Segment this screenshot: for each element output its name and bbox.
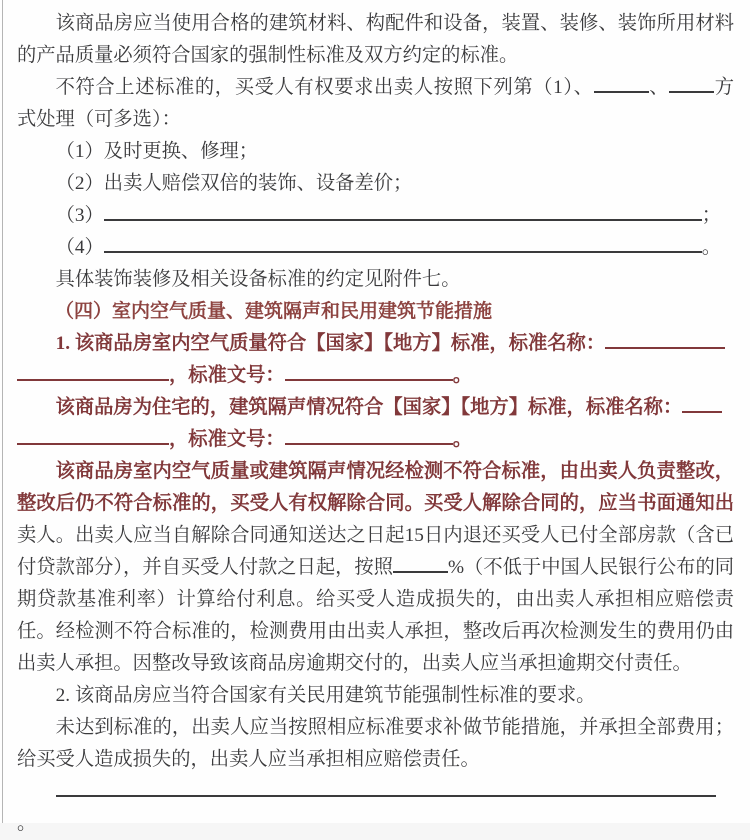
text-segment: 。 bbox=[701, 237, 722, 258]
para-energy-standard bbox=[17, 680, 734, 712]
list-item-4 bbox=[17, 232, 734, 264]
text-segment: 卖人。出卖人应当自解除合同通知送达之日起15日内退还买受人已付全部房款（含已付贷款部分），并自买受人付款之日起，按照 bbox=[17, 525, 734, 578]
text-segment: 。 bbox=[17, 813, 37, 834]
text-segment: 不符合上述标准的，买受人有权要求出卖人按照下列第（1）、 bbox=[55, 77, 594, 98]
text-segment: （3） bbox=[55, 205, 104, 226]
text-segment: （2）出卖人赔偿双倍的装饰、设备差价； bbox=[55, 173, 413, 194]
text-segment: 、 bbox=[648, 77, 670, 98]
para-bottom-blank-line bbox=[17, 776, 734, 840]
blank-underline bbox=[605, 331, 725, 349]
para-material-quality bbox=[17, 8, 734, 72]
text-segment: 该商品房为住宅的，建筑隔声情况符合【国家】【地方】标准，标准名称： bbox=[55, 397, 683, 418]
text-segment: （4） bbox=[55, 237, 104, 258]
text-segment: （四）室内空气质量、建筑隔声和民用建筑节能措施 bbox=[55, 301, 493, 322]
text-segment: 具体装饰装修及相关设备标准的约定见附件七。 bbox=[55, 269, 461, 290]
blank-underline bbox=[285, 363, 453, 381]
blank-underline bbox=[682, 395, 722, 413]
para-remedy-options bbox=[17, 72, 734, 136]
blank-underline bbox=[104, 203, 702, 221]
text-segment: 2. 该商品房应当符合国家有关民用建筑节能强制性标准的要求。 bbox=[55, 685, 596, 706]
text-segment: 。 bbox=[452, 429, 472, 450]
contract-body bbox=[17, 8, 734, 840]
list-item-1 bbox=[17, 136, 734, 168]
blank-underline bbox=[104, 235, 702, 253]
text-segment-red: 该商品房室内空气质量或建筑隔声情况经检测不符合标准，由出卖人负责整改，整改后仍不符合标准的，买受人有权解除合同。买受人解除合同的，应当书面通知出 bbox=[17, 461, 734, 514]
blank-underline bbox=[669, 75, 714, 93]
text-segment: ，标准文号： bbox=[169, 365, 285, 386]
text-segment: %（不低于中国人民银行公布的同期贷款基准利率）计算给付利息。给买受人造成损失的，由出卖人承担相应赔偿责任。经检测不符合标准的，检测费用由出卖人承担，整改后再次检测发生的费用仍由出卖人承担。因整改导致该商品房逾期交付的，出卖人应当承担逾期交付责任。 bbox=[17, 557, 735, 674]
list-item-2 bbox=[17, 168, 734, 200]
para-appendix-seven bbox=[17, 264, 734, 296]
blank-underline bbox=[393, 555, 448, 573]
blank-underline bbox=[56, 779, 716, 797]
para-air-quality-standard bbox=[17, 328, 734, 392]
heading-section-four bbox=[17, 296, 734, 328]
blank-underline bbox=[17, 363, 169, 381]
text-segment: ，标准文号： bbox=[169, 429, 285, 450]
text-segment: 方式处理（可多选）： bbox=[17, 77, 735, 130]
text-segment: 1. 该商品房室内空气质量符合【国家】【地方】标准，标准名称： bbox=[55, 333, 606, 354]
para-noncompliance-remedy bbox=[17, 456, 734, 680]
blank-underline bbox=[594, 75, 649, 93]
blank-underline bbox=[17, 427, 169, 445]
scan-edge-line bbox=[2, 0, 3, 823]
text-segment: 。 bbox=[452, 365, 472, 386]
text-segment: （1）及时更换、修理； bbox=[55, 141, 259, 162]
text-segment: 未达到标准的，出卖人应当按照相应标准要求补做节能措施，并承担全部费用；给买受人造成损失的，出卖人应当承担相应赔偿责任。 bbox=[17, 717, 734, 770]
list-item-3 bbox=[17, 200, 734, 232]
text-segment: 该商品房应当使用合格的建筑材料、构配件和设备，装置、装修、装饰所用材料的产品质量必须符合国家的强制性标准及双方约定的标准。 bbox=[17, 13, 734, 66]
para-energy-remedy bbox=[17, 712, 734, 776]
para-sound-insulation-standard bbox=[17, 392, 734, 456]
blank-underline bbox=[285, 427, 453, 445]
text-segment: ； bbox=[701, 205, 722, 226]
